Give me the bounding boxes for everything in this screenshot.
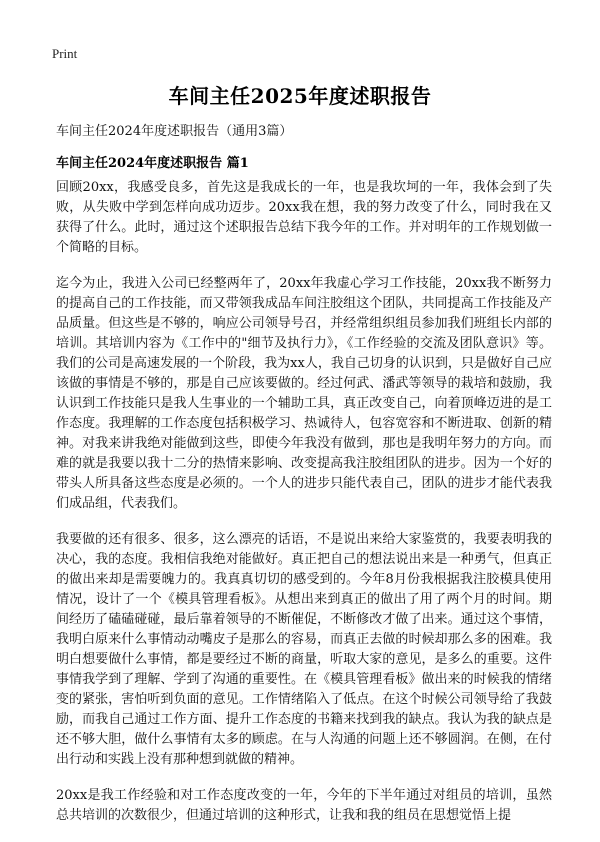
- document-subtitle: 车间主任2024年度述职报告（通用3篇）: [56, 124, 293, 139]
- body-paragraph: 20xx是我工作经验和对工作态度改变的一年，今年的下半年通过对组员的培训，虽然总共培训的次数很少，但通过培训的这种形式，让我和我的组员在思想觉悟上提: [56, 788, 552, 823]
- page-title: 车间主任2025年度述职报告: [168, 84, 432, 108]
- body-paragraph: 迄今为止，我进入公司已经整两年了，20xx年我虚心学习工作技能，20xx我不断努力的提高自己的工作技能，而又带领我成品车间注胶组这个团队，共同提高工作技能及产品质量。但这些是不够的，响应公司领导号召，并经常组织组员参加我们班组长内部的培训。其培训内容为《工作中的"细节及执行力》，《工作经验的交流及团队意识》等。我们的公司是高速发展的一个阶段，我为xx人，我自己切身的认识到，只是做好自己应该做的事情是不够的，那是自己应该要做的。经过何武、潘武等领导的栽培和鼓励，我认识到工作技能只是我人生事业的一个辅助工具，真正改变自己，向着顶峰迈进的是工作态度。我理解的工作态度包括积极学习、热诚待人，包容宽容和不断进取、创新的精神。对我来讲我绝对能做到这些，即使今年我没有做到，那也是我明年努力的方向。而难的就是我要以我十二分的热情来影响、改变提高我注胶组团队的进步。因为一个好的带头人所具备这些态度是必须的。一个人的进步只能代表自己，团队的进步才能代表我们成品组，代表我们。: [56, 276, 552, 511]
- body-paragraph: 回顾20xx，我感受良多，首先这是我成长的一年，也是我坎坷的一年，我体会到了失败，从失败中学到怎样向成功迈步。20xx我在想，我的努力改变了什么，同时我在又获得了什么。此时，通过这个述职报告总结下我今年的工作。并对明年的工作规划做一个简略的目标。: [56, 180, 552, 255]
- document-body: [56, 178, 552, 842]
- print-label: Print: [52, 46, 78, 61]
- section-heading: 车间主任2024年度述职报告 篇1: [56, 156, 249, 171]
- body-paragraph: 我要做的还有很多、很多，这么漂亮的话语，不是说出来给大家鉴赏的，我要表明我的决心，我的态度。我相信我绝对能做好。真正把自己的想法说出来是一种勇气，但真正的做出来却是需要魄力的。我真真切切的感受到的。今年8月份我根据我注胶模具使用情况，设计了一个《模具管理看板》。从想出来到真正的做出了用了两个月的时间。期间经历了磕磕碰碰，最后靠着领导的不断催促，不断修改才做了出来。通过这个事情，我明白原来什么事情动动嘴皮子是那么的容易，而真正去做的时候却那么多的困难。我明白想要做什么事情，都是要经过不断的商量，听取大家的意见，是多么的重要。这件事情我学到了理解、学到了沟通的重要性。在《模具管理看板》做出来的时候我的情绪变的紧张，害怕听到负面的意见。工作情绪陷入了低点。在这个时候公司领导给了我鼓励，而我自己通过工作方面、提升工作态度的书籍来找到我的缺点。我认为我的缺点是还不够大胆，做什么事情有太多的顾虑。在与人沟通的问题上还不够圆润。在侧，在付出行动和实践上没有那种想到就做的精神。: [56, 532, 552, 767]
